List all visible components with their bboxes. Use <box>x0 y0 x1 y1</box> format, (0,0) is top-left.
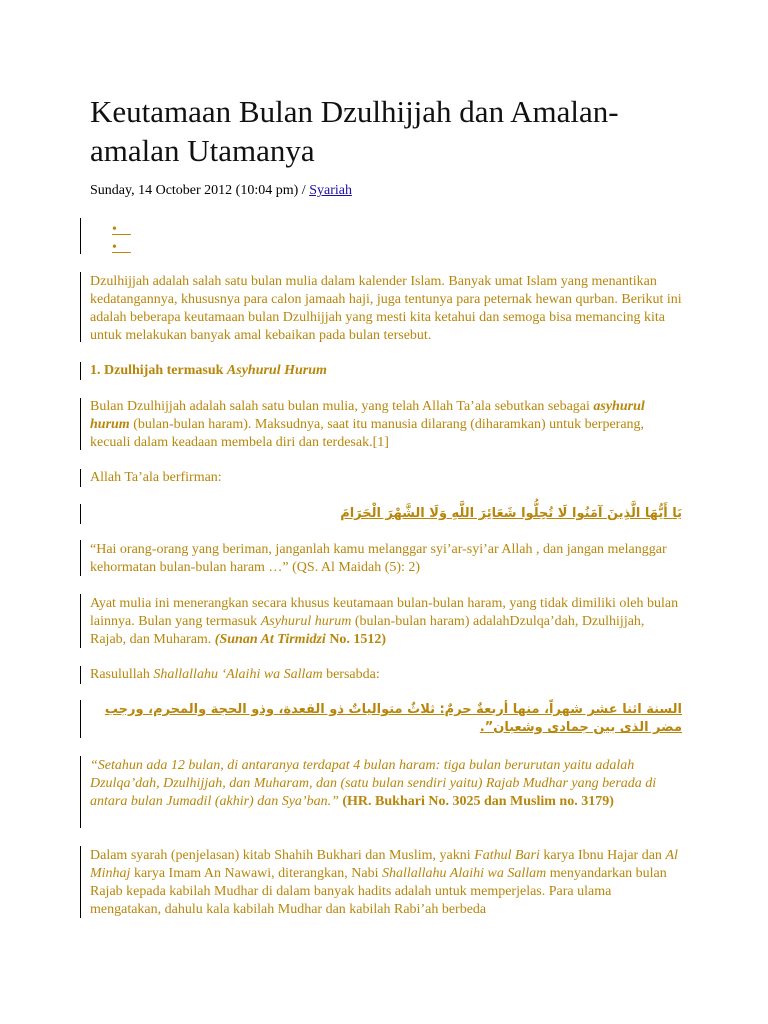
paragraph: Dalam syarah (penjelasan) kitab Shahih Bukhari dan Muslim, yakni Fathul Bari karya Ibnu Hajar dan Al Minhaj karya Imam An Nawawi, diterangkan, Nabi Shallallahu Alaihi wa Sallam menyandarkan bulan Rajab kepada kabilah Mudhar di dalam banyak hadits adalah untuk memperjelas. Para ulama mengatakan, dahulu kala kabilah Mudhar dan kabilah Rabi’ah berbeda <box>90 848 678 917</box>
left-rule <box>80 700 81 738</box>
left-rule <box>80 398 81 450</box>
section-heading: 1. Dzulhijah termasuk Asyhurul Hurum <box>90 363 327 378</box>
bullet-item[interactable]: • <box>112 222 117 237</box>
left-rule <box>80 540 81 576</box>
bullet-item[interactable]: • <box>112 240 117 255</box>
translation-paragraph: “Hai orang-orang yang beriman, janganlah kamu melanggar syi’ar-syi’ar Allah , dan jangan melanggar kehormatan bulan-bulan haram …” (QS. Al Maidah (5): 2) <box>90 542 667 575</box>
left-rule <box>80 272 81 342</box>
left-rule <box>80 362 81 380</box>
intro-paragraph: Dzulhijjah adalah salah satu bulan mulia dalam kalender Islam. Banyak umat Islam yang menantikan kedatangannya, khususnya para calon jamaah haji, juga tentunya para peternak hewan qurban. Berikut ini adalah beberapa keutamaan bulan Dzulhijjah yang mesti kita ketahui dan semoga bisa memancing kita untuk melakukan banyak amal kebaikan pada bulan tersebut. <box>90 274 682 343</box>
paragraph: Allah Ta’ala berfirman: <box>90 470 222 485</box>
left-rule <box>80 846 81 918</box>
paragraph: Rasulullah Shallallahu ‘Alaihi wa Sallam bersabda: <box>90 667 380 682</box>
paragraph: Ayat mulia ini menerangkan secara khusus keutamaan bulan-bulan haram, yang tidak dimiliki oleh bulan lainnya. Bulan yang termasuk Asyhurul hurum (bulan-bulan haram) adalahDzulqa’dah, Dzulhijjah, Rajab, dan Muharam. (Sunan At Tirmidzi No. 1512) <box>90 596 679 647</box>
bullet-list <box>112 221 131 257</box>
arabic-verse: يَا أَيُّهَا الَّذِينَ آمَنُوا لَا تُحِلُّوا شَعَائِرَ اللَّهِ وَلَا الشَّهْرَ الْحَرَامَ <box>340 506 682 521</box>
left-rule <box>80 469 81 487</box>
arabic-hadith: السنة اثنا عشر شهراً، منها أربعةٌ حرمٌ: ثلاثٌ متوالياتٌ ذو القعدة، وذو الحجة والمحرم، ورجب مضر الذى بين جمادى وشعبان”. <box>104 702 682 735</box>
category-link[interactable]: Syariah <box>309 183 352 198</box>
left-rule <box>80 594 81 648</box>
left-rule <box>80 756 81 828</box>
article-title: Keutamaan Bulan Dzulhijjah dan Amalan-amalan Utamanya <box>90 94 619 168</box>
left-rule <box>80 666 81 684</box>
paragraph: Bulan Dzulhijjah adalah salah satu bulan mulia, yang telah Allah Ta’ala sebutkan sebagai asyhurul hurum (bulan-bulan haram). Maksudnya, saat itu manusia dilarang (diharamkan) untuk berperang, kecuali dalam keadaan membela diri dan terdesak.[1] <box>90 399 645 450</box>
article-meta <box>90 183 352 199</box>
left-rule <box>80 218 81 254</box>
hadith-translation: “Setahun ada 12 bulan, di antaranya terdapat 4 bulan haram: tiga bulan berurutan yaitu adalah Dzulqa’dah, Dzulhijjah, dan Muharam, dan (satu bulan sendiri yaitu) Rajab Mudhar yang berada di antara bulan Jumadil (akhir) dan Sya’ban.” (HR. Bukhari No. 3025 dan Muslim no. 3179) <box>90 758 657 809</box>
left-rule <box>80 504 81 524</box>
post-date: Sunday, 14 October 2012 (10:04 pm) / <box>90 183 310 198</box>
